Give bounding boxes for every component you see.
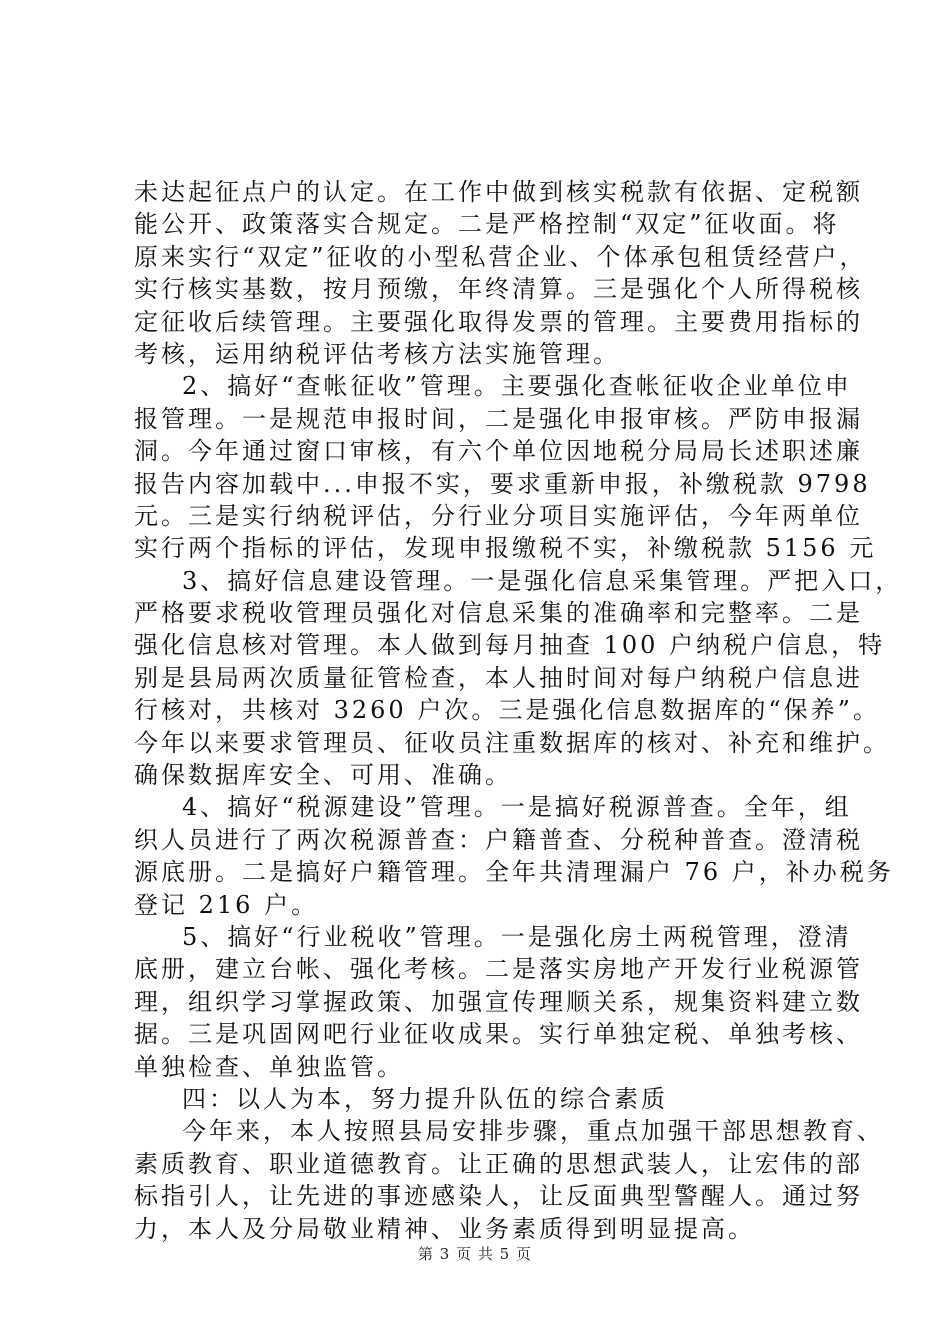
text-line: 3、搞好信息建设管理。一是强化信息采集管理。严把入口， bbox=[182, 566, 903, 595]
text-line: 实行两个指标的评估，发现申报缴税不实，补缴税款 5156 元 bbox=[134, 534, 877, 563]
text-line: 原来实行“双定”征收的小型私营企业、个体承包租赁经营户， bbox=[134, 242, 867, 271]
text-line: 报管理。一是规范申报时间，二是强化申报审核。严防申报漏 bbox=[134, 404, 863, 433]
text-line: 元。三是实行纳税评估，分行业分项目实施评估，今年两单位 bbox=[134, 501, 863, 530]
text-line: 严格要求税收管理员强化对信息采集的准确率和完整率。二是 bbox=[134, 599, 863, 628]
text-line: 确保数据库安全、可用、准确。 bbox=[134, 761, 512, 790]
text-line: 能公开、政策落实合规定。二是严格控制“双定”征收面。将 bbox=[134, 210, 840, 239]
text-line: 今年来，本人按照县局安排步骤，重点加强干部思想教育、 bbox=[182, 1117, 884, 1146]
text-line: 2、搞好“查帐征收”管理。主要强化查帐征收企业单位申 bbox=[182, 372, 852, 401]
text-line: 别是县局两次质量征管检查，本人抽时间对每户纳税户信息进 bbox=[134, 663, 863, 692]
document-body bbox=[134, 176, 903, 1245]
text-line: 四：以人为本，努力提升队伍的综合素质 bbox=[182, 1084, 668, 1113]
text-line: 行核对，共核对 3260 户次。三是强化信息数据库的“保养”。 bbox=[134, 696, 880, 725]
text-line: 实行核实基数，按月预缴，年终清算。三是强化个人所得税核 bbox=[134, 275, 863, 304]
text-line: 织人员进行了两次税源普查：户籍普查、分税种普查。澄清税 bbox=[134, 825, 863, 854]
text-line: 洞。今年通过窗口审核，有六个单位因地税分局局长述职述廉 bbox=[134, 437, 863, 466]
text-line: 5、搞好“行业税收”管理。一是强化房土两税管理，澄清 bbox=[182, 922, 852, 951]
text-line: 登记 216 户。 bbox=[134, 890, 319, 919]
text-line: 底册，建立台帐、强化考核。二是落实房地产开发行业税源管 bbox=[134, 955, 863, 984]
text-line: 单独检查、单独监管。 bbox=[134, 1052, 404, 1081]
text-line: 考核，运用纳税评估考核方法实施管理。 bbox=[134, 339, 620, 368]
text-line: 源底册。二是搞好户籍管理。全年共清理漏户 76 户，补办税务 bbox=[134, 858, 894, 887]
text-line: 报告内容加载中...申报不实，要求重新申报，补缴税款 9798 bbox=[134, 469, 871, 498]
page-footer: 第 3 页 共 5 页 bbox=[418, 1245, 532, 1263]
text-line: 素质教育、职业道德教育。让正确的思想武装人，让宏伟的部 bbox=[134, 1149, 863, 1178]
text-line: 未达起征点户的认定。在工作中做到核实税款有依据、定税额 bbox=[134, 178, 863, 206]
text-line: 力，本人及分局敬业精神、业务素质得到明显提高。 bbox=[134, 1214, 755, 1243]
text-line: 标指引人，让先进的事迹感染人，让反面典型警醒人。通过努 bbox=[134, 1182, 863, 1211]
text-line: 4、搞好“税源建设”管理。一是搞好税源普查。全年，组 bbox=[182, 793, 852, 822]
text-line: 定征收后续管理。主要强化取得发票的管理。主要费用指标的 bbox=[134, 307, 863, 336]
text-line: 理，组织学习掌握政策、加强宣传理顺关系，规集资料建立数 bbox=[134, 987, 863, 1016]
text-line: 据。三是巩固网吧行业征收成果。实行单独定税、单独考核、 bbox=[134, 1020, 863, 1049]
text-line: 强化信息核对管理。本人做到每月抽查 100 户纳税户信息，特 bbox=[134, 631, 886, 660]
text-line: 今年以来要求管理员、征收员注重数据库的核对、补充和维护。 bbox=[134, 728, 890, 757]
